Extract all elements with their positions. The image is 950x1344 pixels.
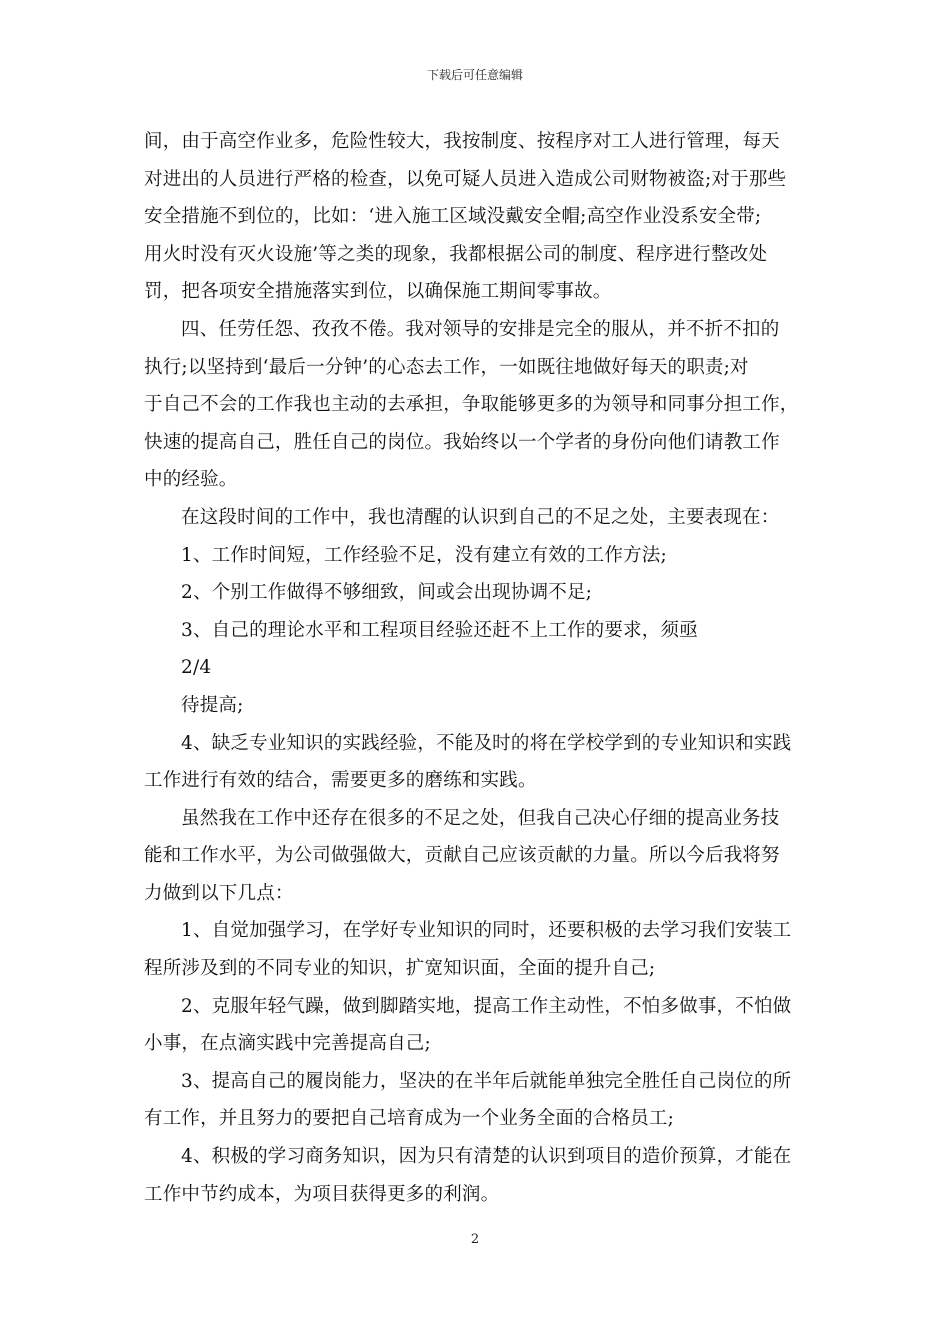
text-line: 力做到以下几点： — [144, 882, 294, 904]
text-line: 虽然我在工作中还存在很多的不足之处，但我自己决心仔细的提高业务技 — [181, 807, 780, 829]
text-line: 小事，在点滴实践中完善提高自己; — [144, 1033, 431, 1055]
text-line: 3、提高自己的履岗能力，坚决的在半年后就能单独完全胜任自己岗位的所 — [181, 1070, 792, 1092]
text-line: 对进出的人员进行严格的检查，以免可疑人员进入造成公司财物被盗;对于那些 — [144, 168, 787, 190]
document-body — [144, 123, 810, 1213]
text-line: 待提高; — [181, 694, 244, 716]
text-line: 3、自己的理论水平和工程项目经验还赶不上工作的要求，须亟 — [181, 619, 698, 641]
text-line: 4、积极的学习商务知识，因为只有清楚的认识到项目的造价预算，才能在 — [181, 1146, 792, 1168]
page-fraction: 2/4 — [181, 657, 212, 679]
text-line: 2、个别工作做得不够细致，间或会出现协调不足; — [181, 582, 593, 604]
text-line: 1、工作时间短，工作经验不足，没有建立有效的工作方法; — [181, 544, 667, 566]
text-line: 用火时没有灭火设施’等之类的现象，我都根据公司的制度、程序进行整改处 — [144, 243, 768, 265]
text-line: 在这段时间的工作中，我也清醒的认识到自己的不足之处，主要表现在： — [181, 506, 780, 528]
text-line: 工作进行有效的结合，需要更多的磨练和实践。 — [144, 770, 537, 792]
text-line: 中的经验。 — [144, 469, 238, 491]
text-line: 间，由于高空作业多，危险性较大，我按制度、按程序对工人进行管理，每天 — [144, 131, 780, 152]
text-line: 于自己不会的工作我也主动的去承担，争取能够更多的为领导和同事分担工作， — [144, 394, 799, 416]
text-line: 2、克服年轻气躁，做到脚踏实地，提高工作主动性，不怕多做事，不怕做 — [181, 995, 792, 1017]
text-line: 工作中节约成本，为项目获得更多的利润。 — [144, 1183, 500, 1205]
text-line: 能和工作水平，为公司做强做大，贡献自己应该贡献的力量。所以今后我将努 — [144, 845, 780, 867]
text-line: 快速的提高自己，胜任自己的岗位。我始终以一个学者的身份向他们请教工作 — [144, 431, 780, 453]
text-line: 有工作，并且努力的要把自己培育成为一个业务全面的合格员工; — [144, 1108, 675, 1130]
text-line: 执行;以坚持到‘最后一分钟’的心态去工作，一如既往地做好每天的职责;对 — [144, 356, 749, 378]
text-line: 程所涉及到的不同专业的知识，扩宽知识面，全面的提升自己; — [144, 958, 656, 980]
text-line: 罚，把各项安全措施落实到位，以确保施工期间零事故。 — [144, 281, 612, 303]
page-number: 2 — [470, 1232, 480, 1247]
text-line: 1、自觉加强学习，在学好专业知识的同时，还要积极的去学习我们安装工 — [181, 920, 792, 942]
text-line: 安全措施不到位的，比如：‘进入施工区域没戴安全帽;高空作业没系安全带; — [144, 206, 762, 228]
text-line: 四、任劳任怨、孜孜不倦。我对领导的安排是完全的服从，并不折不扣的 — [181, 318, 780, 340]
text-line: 4、缺乏专业知识的实践经验，不能及时的将在学校学到的专业知识和实践 — [181, 732, 792, 754]
page-header: 下载后可任意编辑 — [426, 68, 523, 82]
